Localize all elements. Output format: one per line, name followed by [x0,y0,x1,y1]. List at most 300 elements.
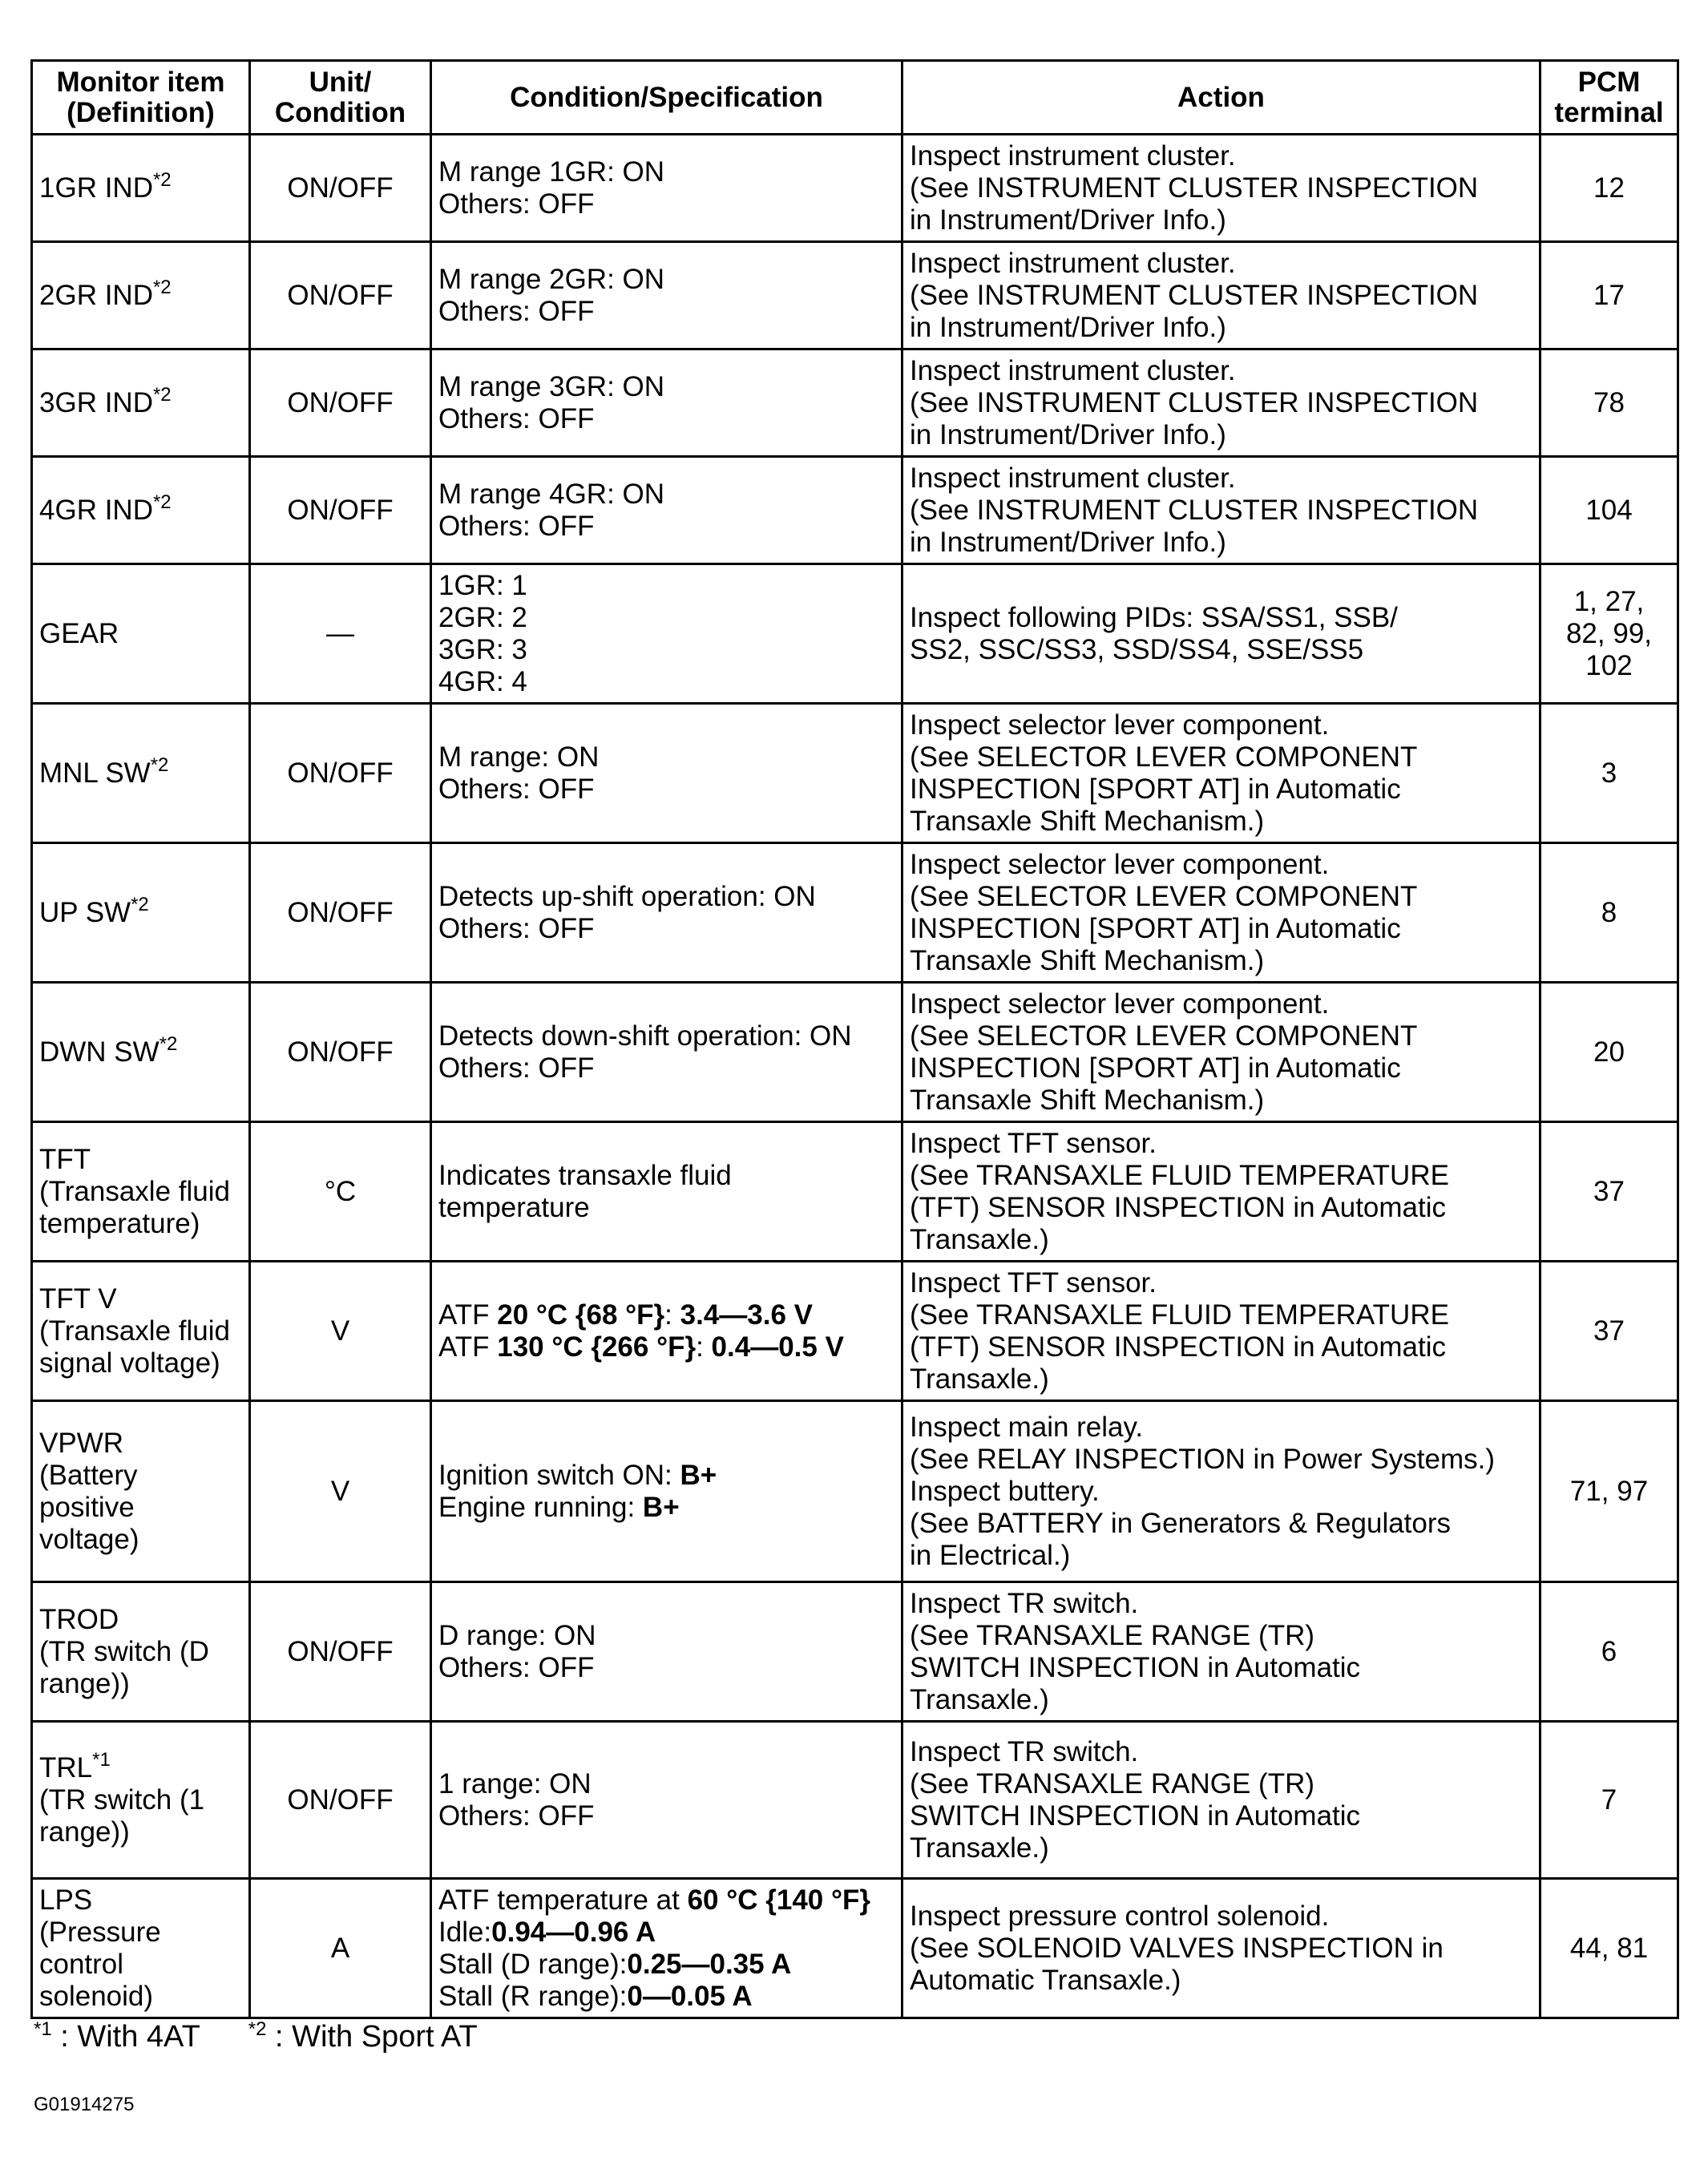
condition-line [438,1020,894,1052]
header-unit-condition [250,61,431,135]
text-run: (Battery [39,1459,138,1491]
monitor-item-line [39,1283,242,1315]
action-line: (See SELECTOR LEVER COMPONENT [910,1020,1418,1052]
pcm-terminal-line: 37 [1593,1315,1625,1347]
condition-line [438,602,894,634]
table-row [32,1582,1678,1722]
monitor-item-line [39,618,242,650]
bold-text: 60 °C {140 °F} [687,1884,870,1916]
bold-text: 3.4—3.6 V [680,1299,814,1331]
text-run: GEAR [39,617,119,649]
header-action [902,61,1540,135]
action-line: (See TRANSAXLE FLUID TEMPERATURE [910,1299,1449,1331]
action-line: (See TRANSAXLE RANGE (TR) [910,1767,1315,1799]
monitor-item-line [39,893,242,929]
condition-line [438,511,894,543]
pcm-terminal-cell [1540,1879,1678,2018]
action-line: (See INSTRUMENT CLUSTER INSPECTION [910,172,1479,204]
document [30,59,1677,2019]
text-run: ATF temperature at [438,1884,688,1916]
text-run: temperature [438,1191,590,1223]
condition-cell [431,1122,902,1262]
header-line: (Definition) [67,96,215,128]
footnote-mark: *2 [159,1032,178,1055]
monitor-item-cell [32,983,250,1122]
monitor-item-line [39,1636,242,1668]
action-line: in Instrument/Driver Info.) [910,526,1226,558]
header-pcm-terminal [1540,61,1678,135]
table-row [32,564,1678,704]
monitor-item-line [39,1428,242,1460]
action-line: Inspect pressure control solenoid. [910,1900,1330,1932]
action-line: Inspect instrument cluster. [910,139,1236,172]
action-line: (See SELECTOR LEVER COMPONENT [910,880,1418,912]
pcm-terminal-line: 20 [1593,1036,1625,1068]
action-line: SWITCH INSPECTION in Automatic [910,1651,1361,1683]
monitor-item-cell [32,135,250,242]
action-line: Inspect TFT sensor. [910,1127,1157,1159]
unit-cell: ON/OFF [250,1582,431,1722]
pcm-terminal-line: 17 [1593,279,1625,311]
condition-line [438,1768,894,1800]
action-cell [902,704,1540,843]
bold-text: 20 °C {68 °F} [497,1299,665,1331]
action-line: in Instrument/Driver Info.) [910,418,1226,450]
text-run: Others: OFF [438,1651,595,1683]
condition-line [438,188,894,220]
text-run: TRL [39,1751,93,1783]
header-condition-specification [431,61,902,135]
header-monitor-item [32,61,250,135]
condition-cell [431,135,902,242]
monitor-item-cell [32,1879,250,2018]
text-run: temperature) [39,1207,200,1239]
text-run: 4GR IND [39,494,153,526]
text-run: TFT V [39,1282,117,1315]
header-line: Condition/Specification [510,81,823,113]
condition-line [438,741,894,774]
text-run: Others: OFF [438,1052,595,1084]
text-run: Indicates transaxle fluid [438,1159,732,1191]
action-line: (See INSTRUMENT CLUSTER INSPECTION [910,386,1479,418]
action-line: INSPECTION [SPORT AT] in Automatic [910,912,1401,944]
monitor-item-line [39,1524,242,1556]
text-run: (TR switch (1 [39,1783,205,1816]
table-row [32,1722,1678,1879]
monitor-item-line [39,1981,242,2013]
pcm-terminal-cell [1540,1122,1678,1262]
bold-text: 0.4—0.5 V [711,1331,844,1363]
pcm-terminal-line: 8 [1601,896,1617,928]
monitor-item-line [39,1492,242,1524]
monitor-item-cell [32,564,250,704]
action-line: Transaxle.) [910,1683,1049,1715]
monitor-item-line [39,1315,242,1347]
monitor-item-line [39,753,242,790]
text-run: Others: OFF [438,510,595,542]
action-cell [902,1122,1540,1262]
condition-cell [431,564,902,704]
bold-text: 0—0.05 A [627,1980,753,2012]
monitor-item-cell [32,1722,250,1879]
condition-cell [431,704,902,843]
text-run: Stall (R range): [438,1980,628,2012]
action-line: (See SELECTOR LEVER COMPONENT [910,741,1418,773]
condition-line [438,1884,894,1917]
pcm-terminal-line: 3 [1601,757,1617,789]
table-row [32,1122,1678,1262]
header-line: Condition [274,96,406,128]
pcm-terminal-line: 78 [1593,386,1625,418]
condition-line [438,479,894,511]
action-line: Inspect main relay. [910,1411,1144,1443]
header-line: terminal [1554,96,1664,128]
monitor-item-cell [32,242,250,349]
text-run: 1GR IND [39,172,153,204]
bold-text: 130 °C {266 °F} [497,1331,697,1363]
pcm-terminal-line: 44, 81 [1569,1932,1649,1964]
text-run: 1GR: 1 [438,569,527,601]
pcm-terminal-cell [1540,564,1678,704]
table-row [32,843,1678,983]
text-run: Detects down-shift operation: ON [438,1020,852,1052]
pcm-terminal-line: 12 [1593,172,1625,204]
monitor-item-cell [32,1122,250,1262]
action-line: Inspect selector lever component. [910,709,1330,741]
pcm-terminal-line: 102 [1585,649,1633,681]
action-cell [902,1401,1540,1582]
text-run: control [39,1948,124,1980]
monitor-item-line [39,1949,242,1981]
bold-text: B+ [680,1459,717,1491]
pcm-terminal-cell [1540,1582,1678,1722]
action-cell [902,457,1540,564]
condition-line [438,1800,894,1832]
monitor-item-table [30,59,1679,2019]
bold-text: B+ [642,1491,680,1523]
condition-line [438,371,894,403]
action-line: Transaxle.) [910,1363,1049,1395]
condition-line [438,264,894,296]
text-run: TFT [39,1143,91,1175]
action-line: (TFT) SENSOR INSPECTION in Automatic [910,1331,1446,1363]
pcm-terminal-line: 1, 27, [1573,585,1645,617]
condition-line [438,1160,894,1192]
action-line: Inspect instrument cluster. [910,462,1236,494]
pcm-terminal-cell [1540,135,1678,242]
action-line: Transaxle Shift Mechanism.) [910,1084,1265,1116]
action-line: Inspect selector lever component. [910,848,1330,880]
pcm-terminal-line: 6 [1601,1635,1617,1667]
text-run: 2GR IND [39,279,153,311]
header-line: Action [1177,81,1265,113]
condition-line [438,570,894,602]
text-run: positive [39,1491,135,1523]
table-row [32,704,1678,843]
unit-cell: V [250,1401,431,1582]
text-run: 3GR: 3 [438,633,527,665]
text-run: UP SW [39,896,131,928]
condition-line [438,774,894,806]
condition-line [438,1620,894,1652]
action-line: (TFT) SENSOR INSPECTION in Automatic [910,1191,1446,1223]
text-run: 2GR: 2 [438,601,527,633]
condition-cell [431,1401,902,1582]
monitor-item-cell [32,457,250,564]
action-line: in Electrical.) [910,1539,1071,1571]
action-line: Automatic Transaxle.) [910,1964,1181,1996]
action-line: Transaxle.) [910,1832,1049,1864]
text-run: ATF [438,1299,498,1331]
action-line: Transaxle.) [910,1223,1049,1255]
condition-line [438,1981,894,2013]
monitor-item-line [39,1748,242,1784]
condition-line [438,1192,894,1224]
text-run: (Transaxle fluid [39,1175,230,1207]
table-header-row [32,61,1678,135]
unit-cell: °C [250,1122,431,1262]
monitor-item-line [39,1604,242,1636]
table-row [32,242,1678,349]
header-line: Unit/ [309,66,372,98]
monitor-item-line [39,491,242,527]
table-row [32,457,1678,564]
condition-line [438,403,894,435]
footnote [34,2020,200,2054]
condition-line [438,1652,894,1684]
text-run: Stall (D range): [438,1948,628,1980]
unit-cell: ON/OFF [250,242,431,349]
condition-line [438,1299,894,1331]
footnote [248,2020,478,2054]
footnote-mark: *2 [152,168,172,191]
table-row [32,1401,1678,1582]
condition-line [438,296,894,328]
monitor-item-line [39,1884,242,1917]
table-row [32,983,1678,1122]
text-run: M range 2GR: ON [438,263,665,295]
monitor-item-line [39,1460,242,1492]
footnotes [34,2020,526,2054]
table-row [32,349,1678,457]
text-run: D range: ON [438,1619,596,1651]
text-run: TROD [39,1603,119,1635]
action-line: Inspect instrument cluster. [910,247,1236,279]
unit-cell: A [250,1879,431,2018]
monitor-item-cell [32,1401,250,1582]
pcm-terminal-cell [1540,1262,1678,1401]
action-line: Inspect TR switch. [910,1735,1139,1767]
text-run: 4GR: 4 [438,665,527,697]
text-run: Engine running: [438,1491,643,1523]
text-run: range)) [39,1667,130,1699]
action-line: Inspect selector lever component. [910,988,1330,1020]
footnote-mark: *2 [152,276,172,298]
action-cell [902,1722,1540,1879]
text-run: solenoid) [39,1980,154,2012]
unit-cell: ON/OFF [250,704,431,843]
action-line: INSPECTION [SPORT AT] in Automatic [910,1052,1401,1084]
footnote-mark: *2 [152,491,172,513]
pcm-terminal-line: 104 [1585,494,1633,526]
condition-cell [431,349,902,457]
action-line: in Instrument/Driver Info.) [910,204,1226,236]
condition-cell [431,1582,902,1722]
monitor-item-line [39,1347,242,1379]
action-line: Inspect TR switch. [910,1587,1139,1619]
text-run: Others: OFF [438,402,595,434]
monitor-item-cell [32,704,250,843]
pcm-terminal-cell [1540,983,1678,1122]
text-run: range)) [39,1816,130,1848]
action-line: Inspect TFT sensor. [910,1266,1157,1299]
pcm-terminal-cell [1540,242,1678,349]
unit-cell: ON/OFF [250,843,431,983]
condition-line [438,1917,894,1949]
table-row [32,1262,1678,1401]
unit-cell: ON/OFF [250,349,431,457]
footnote-text: : With 4AT [51,2020,200,2054]
action-line: Inspect buttery. [910,1475,1100,1507]
text-run: (TR switch (D [39,1635,209,1667]
table-row [32,1879,1678,2018]
text-run: (Pressure [39,1916,161,1948]
action-cell [902,983,1540,1122]
action-line: (See TRANSAXLE FLUID TEMPERATURE [910,1159,1449,1191]
text-run: Others: OFF [438,1799,595,1832]
action-cell [902,242,1540,349]
condition-cell [431,242,902,349]
pcm-terminal-line: 82, 99, [1565,617,1653,649]
bold-text: 0.25—0.35 A [627,1948,792,1980]
pcm-terminal-cell [1540,457,1678,564]
text-run: Others: OFF [438,912,595,944]
text-run: signal voltage) [39,1347,220,1379]
action-line: (See RELAY INSPECTION in Power Systems.) [910,1443,1496,1475]
pcm-terminal-cell [1540,349,1678,457]
pcm-terminal-cell [1540,704,1678,843]
action-cell [902,1262,1540,1401]
action-line: SS2, SSC/SS3, SSD/SS4, SSE/SS5 [910,633,1364,665]
table-body [32,135,1678,2018]
unit-cell: ON/OFF [250,135,431,242]
monitor-item-line [39,1816,242,1848]
text-run: Others: OFF [438,295,595,327]
text-run: MNL SW [39,757,151,789]
monitor-item-line [39,1208,242,1240]
text-run: M range 3GR: ON [438,370,665,402]
text-run: M range 4GR: ON [438,478,665,510]
monitor-item-line [39,1176,242,1208]
condition-line [438,1331,894,1363]
action-line: (See INSTRUMENT CLUSTER INSPECTION [910,494,1479,526]
action-line: (See TRANSAXLE RANGE (TR) [910,1619,1315,1651]
action-line: (See SOLENOID VALVES INSPECTION in [910,1932,1444,1964]
text-run: Others: OFF [438,188,595,220]
pcm-terminal-line: 7 [1601,1783,1617,1816]
text-run: Ignition switch ON: [438,1459,680,1491]
monitor-item-line [39,168,242,204]
condition-cell [431,1722,902,1879]
action-line: INSPECTION [SPORT AT] in Automatic [910,773,1401,805]
condition-line [438,156,894,188]
text-run: : [664,1299,680,1331]
condition-cell [431,1262,902,1401]
action-line: in Instrument/Driver Info.) [910,311,1226,343]
footnote-mark: *2 [150,753,169,776]
text-run: 3GR IND [39,386,153,418]
condition-line [438,1492,894,1524]
text-run: Detects up-shift operation: ON [438,880,816,912]
footnote-mark: *1 [92,1748,111,1771]
text-run: M range: ON [438,741,600,773]
condition-cell [431,1879,902,2018]
monitor-item-cell [32,1582,250,1722]
condition-line [438,1052,894,1085]
text-run: Idle: [438,1916,492,1948]
footnote-mark: *2 [152,383,172,406]
action-line: SWITCH INSPECTION in Automatic [910,1799,1361,1832]
pcm-terminal-cell [1540,1722,1678,1879]
action-cell [902,349,1540,457]
text-run: DWN SW [39,1036,159,1068]
text-run: : [696,1331,712,1363]
monitor-item-cell [32,1262,250,1401]
action-line: (See BATTERY in Generators & Regulators [910,1507,1452,1539]
action-line: Transaxle Shift Mechanism.) [910,944,1265,976]
text-run: M range 1GR: ON [438,156,665,188]
monitor-item-line [39,383,242,419]
text-run: LPS [39,1884,93,1916]
condition-cell [431,457,902,564]
action-cell [902,843,1540,983]
text-run: ATF [438,1331,498,1363]
figure-id: G01914275 [34,2094,135,2115]
table-row [32,135,1678,242]
footnote-text: : With Sport AT [266,2020,478,2054]
text-run: (Transaxle fluid [39,1315,230,1347]
action-line: Inspect instrument cluster. [910,354,1236,386]
monitor-item-line [39,1668,242,1700]
unit-cell: ON/OFF [250,457,431,564]
monitor-item-line [39,1784,242,1816]
monitor-item-line [39,1144,242,1176]
header-line: PCM [1577,66,1641,98]
unit-cell: V [250,1262,431,1401]
condition-line [438,666,894,698]
text-run: VPWR [39,1427,123,1459]
unit-cell: ON/OFF [250,983,431,1122]
unit-cell: — [250,564,431,704]
text-run: Others: OFF [438,773,595,805]
condition-line [438,1949,894,1981]
monitor-item-line [39,1032,242,1068]
text-run: 1 range: ON [438,1767,592,1799]
text-run: voltage) [39,1523,139,1555]
bold-text: 0.94—0.96 A [491,1916,656,1948]
action-line: (See INSTRUMENT CLUSTER INSPECTION [910,279,1479,311]
pcm-terminal-line: 71, 97 [1569,1475,1649,1507]
condition-cell [431,983,902,1122]
action-cell [902,1879,1540,2018]
action-line: Inspect following PIDs: SSA/SS1, SSB/ [910,601,1398,633]
footnote-mark: *2 [248,2018,267,2040]
pcm-terminal-cell [1540,1401,1678,1582]
pcm-terminal-cell [1540,843,1678,983]
action-cell [902,564,1540,704]
condition-line [438,881,894,913]
monitor-item-line [39,1917,242,1949]
